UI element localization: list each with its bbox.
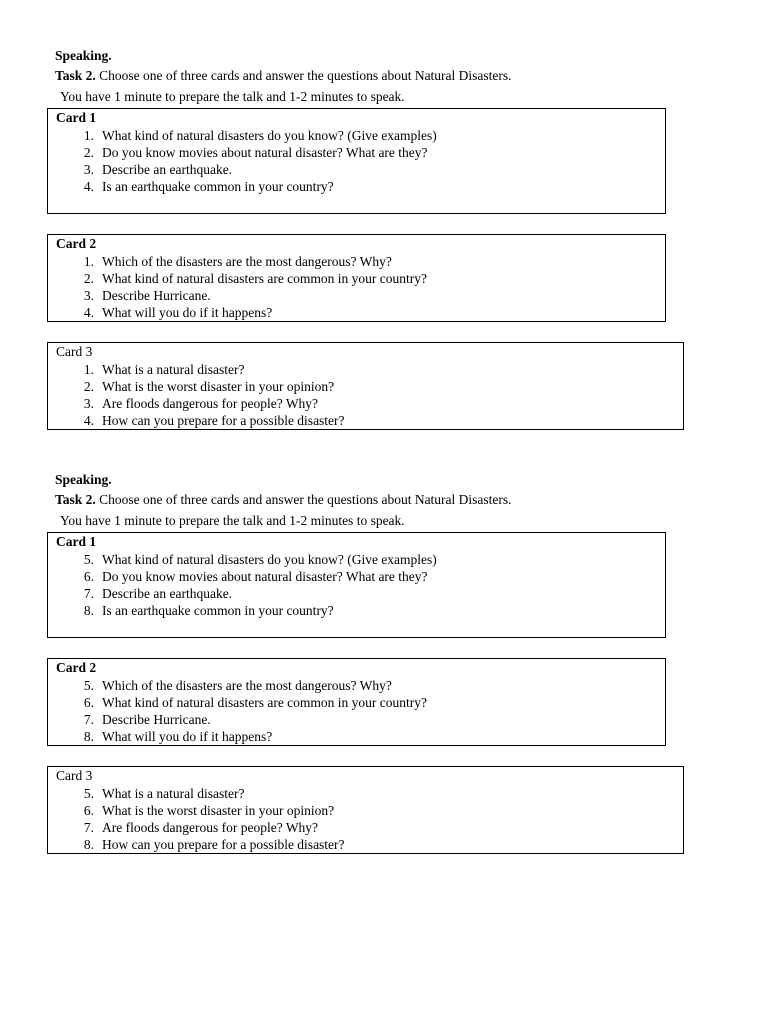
card-1: Card 1 5. What kind of natural disasters do you know? (Give examples) 6. Do you know movies about natural disaster? What are they? 7. Describe an earthquake. 8. Is an earthquake common in your country? [47,532,666,638]
section-heading: Speaking. [55,48,112,63]
card-title: Card 1 [56,110,97,125]
worksheet-section-2 [0,424,768,852]
card-2: Card 2 1. Which of the disasters are the most dangerous? Why? 2. What kind of natural disasters are common in your country? 3. Describe Hurricane. 4. What will you do if it happens? [47,234,666,322]
task-label: Task 2. [55,68,96,83]
prep-instruction: You have 1 minute to prepare the talk and 1-2 minutes to speak. [60,513,405,528]
task-text: Choose one of three cards and answer the questions about Natural Disasters. [95,68,512,83]
task-label: Task 2. [55,492,96,507]
task-instruction [55,67,512,84]
card-title: Card 3 [56,344,93,359]
card-3: Card 3 5. What is a natural disaster? 6. What is the worst disaster in your opinion? 7. Are floods dangerous for people? Why? 8. How can you prepare for a possible disaster? [47,766,684,854]
prep-instruction: You have 1 minute to prepare the talk and 1-2 minutes to speak. [60,89,405,104]
card-title: Card 1 [56,534,97,549]
card-3: Card 3 1. What is a natural disaster? 2. What is the worst disaster in your opinion? 3. Are floods dangerous for people? Why? 4. How can you prepare for a possible disaster? [47,342,684,430]
card-1: Card 1 1. What kind of natural disasters do you know? (Give examples) 2. Do you know movies about natural disaster? What are they? 3. Describe an earthquake. 4. Is an earthquake common in your country? [47,108,666,214]
task-text: Choose one of three cards and answer the questions about Natural Disasters. [95,492,512,507]
card-title: Card 2 [56,660,97,675]
task-instruction [55,491,512,508]
card-title: Card 3 [56,768,93,783]
card-2: Card 2 5. Which of the disasters are the most dangerous? Why? 6. What kind of natural disasters are common in your country? 7. Describe Hurricane. 8. What will you do if it happens? [47,658,666,746]
card-title: Card 2 [56,236,97,251]
section-heading: Speaking. [55,472,112,487]
worksheet-section-1 [0,0,768,428]
